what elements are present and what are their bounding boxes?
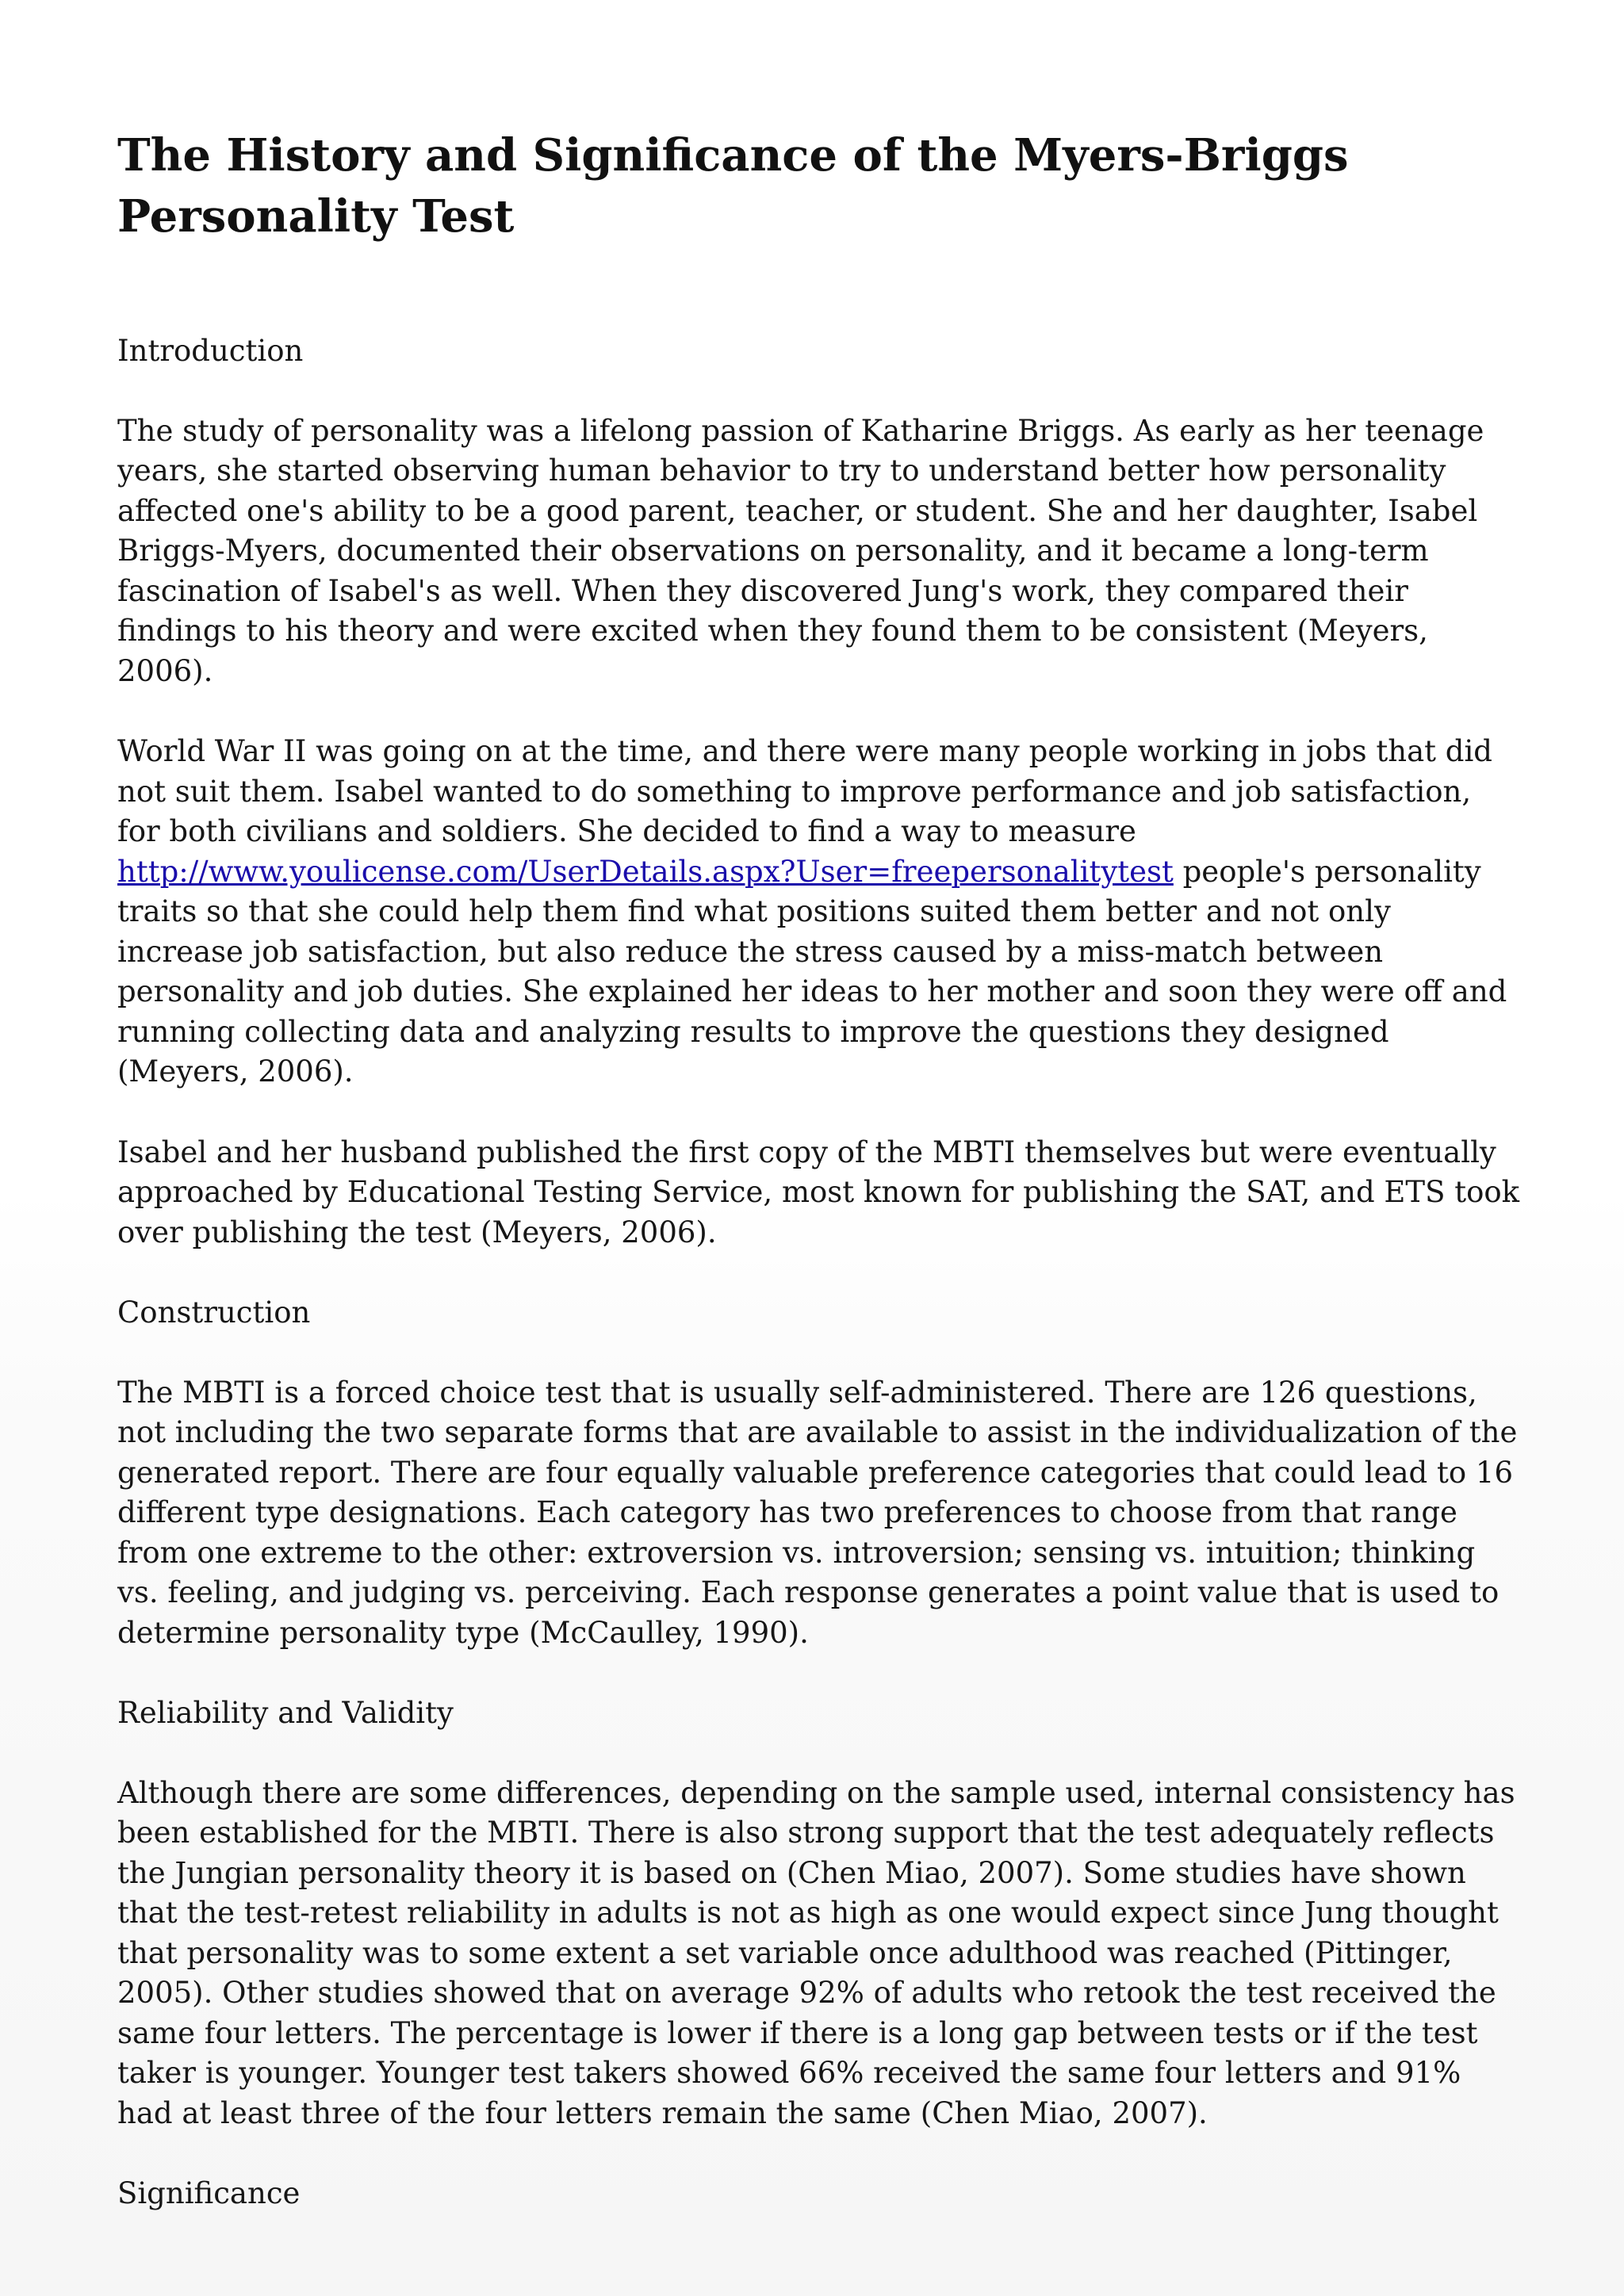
document-title: The History and Significance of the Myers-Briggs Personality Test bbox=[117, 129, 1349, 243]
paragraph-text: World War II was going on at the time, and there were many people working in jobs that did not suit them. Isabel wanted to do something to improve performance and job satisfaction, for both civilians and soldiers. She decided to find a way to measure bbox=[117, 734, 1492, 848]
introduction-paragraph-3: Isabel and her husband published the first copy of the MBTI themselves but were eventually approached by Educational Testing Service, most known for publishing the SAT, and ETS took over publishing the test (Meyers, 2006). bbox=[117, 1135, 1520, 1249]
introduction-paragraph-2 bbox=[117, 732, 1521, 1093]
section-heading-introduction: Introduction bbox=[117, 334, 304, 368]
introduction-paragraph-1: The study of personality was a lifelong passion of Katharine Briggs. As early as her teenage years, she started observing human behavior to try to understand better how personality affected one's ability to be a good parent, teacher, or student. She and her daughter, Isabel Briggs-Myers, documented their observations on personality, and it became a long-term fascination of Isabel's as well. When they discovered Jung's work, they compared their findings to his theory and were excited when they found them to be consistent (Meyers, 2006). bbox=[117, 413, 1484, 688]
section-heading-significance: Significance bbox=[117, 2176, 301, 2210]
reliability-paragraph: Although there are some differences, depending on the sample used, internal consistency has been established for the MBTI. There is also strong support that the test adequately reflects the Jungian personality theory it is based on (Chen Miao, 2007). Some studies have shown that the test-retest reliability in adults is not as high as one would expect since Jung thought that personality was to some extent a set variable once adulthood was reached (Pittinger, 2005). Other studies showed that on average 92% of adults who retook the test received the same four letters. The percentage is lower if there is a long gap between tests or if the test taker is younger. Younger test takers showed 66% received the same four letters and 91% had at least three of the four letters remain the same (Chen Miao, 2007). bbox=[117, 1775, 1515, 2130]
document-body bbox=[117, 125, 1521, 2254]
paragraph-text: people's personality traits so that she could help them find what positions suited them better and not only increase job satisfaction, but also reduce the stress caused by a miss-match between personality and job duties. She explained her ideas to her mother and soon they were off and running collecting data and analyzing results to improve the questions they designed (Meyers, 2006). bbox=[117, 854, 1507, 1089]
section-heading-reliability: Reliability and Validity bbox=[117, 1696, 454, 1730]
personality-test-link[interactable]: http://www.youlicense.com/UserDetails.aspx?User=freepersonalitytest bbox=[117, 854, 1174, 889]
construction-paragraph: The MBTI is a forced choice test that is usually self-administered. There are 126 questions, not including the two separate forms that are available to assist in the individualization of the generated report. There are four equally valuable preference categories that could lead to 16 different type designations. Each category has two preferences to choose from that range from one extreme to the other: extroversion vs. introversion; sensing vs. intuition; thinking vs. feeling, and judging vs. perceiving. Each response generates a point value that is used to determine personality type (McCaulley, 1990). bbox=[117, 1375, 1518, 1650]
section-heading-construction: Construction bbox=[117, 1295, 311, 1330]
